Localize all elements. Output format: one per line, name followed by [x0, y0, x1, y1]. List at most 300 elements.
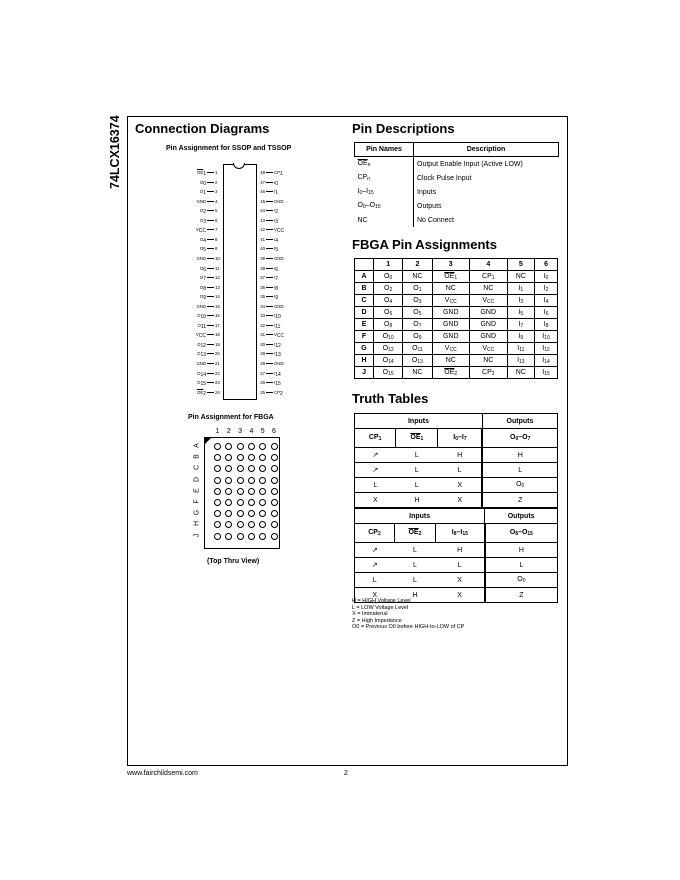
fbga-row-label: J: [193, 533, 201, 537]
fbga-ball: [237, 521, 244, 528]
ssop-pin-left: [192, 254, 223, 263]
ssop-pin-left: [192, 244, 223, 253]
fbga-ball: [271, 521, 278, 528]
pin-lead: [207, 220, 214, 221]
truth-tables-title: Truth Tables: [352, 391, 429, 406]
pin-number: 3: [215, 189, 218, 195]
pin-lead: [207, 373, 214, 374]
fbga-ball: [271, 499, 278, 506]
pin-number: 22: [215, 370, 220, 376]
pin-name: $\overline{OE}_n$: [355, 157, 414, 172]
pin-lead: [207, 210, 214, 211]
fbga-pin-table: [354, 258, 558, 379]
pin-number: 45: [260, 198, 265, 204]
pin-name: O12: [197, 341, 206, 349]
pin-desc-row: [355, 171, 559, 185]
pin-description: No Connect: [417, 216, 454, 224]
pin-number: 12: [215, 275, 220, 281]
ssop-pin-right: [257, 330, 290, 339]
fbga-ball: [271, 454, 278, 461]
fbga-col-label: 3: [238, 428, 243, 435]
ssop-pin-right: [257, 216, 290, 225]
fbga-row-label: G: [193, 509, 201, 516]
pin-number: 48: [260, 170, 265, 175]
fbga-cell: GND: [432, 331, 470, 343]
fbga-row-label: B: [193, 454, 201, 460]
pin-name: I5: [274, 246, 278, 254]
truth-cell: X: [438, 478, 482, 493]
fbga-cell: $I_{12}$: [535, 343, 558, 355]
pin-lead: [207, 172, 214, 173]
fbga-cell: $O_2$: [374, 283, 403, 295]
truth-cell: H: [482, 448, 557, 463]
fbga-cell: $\overline{OE}_2$: [432, 367, 470, 379]
pin-name: GND: [274, 198, 284, 204]
fbga-table-header: [355, 259, 374, 271]
fbga-cell: J: [355, 367, 374, 379]
truth-header: $I_8-I_{15}$: [435, 524, 484, 543]
fbga-row-label: F: [193, 499, 201, 504]
ssop-pin-right: [257, 254, 290, 263]
ssop-package: [223, 164, 257, 400]
pin-lead: [207, 315, 214, 316]
pin-number: 19: [215, 341, 220, 347]
pin-number: 25: [260, 389, 265, 395]
pin-lead: [207, 248, 214, 249]
pin-lead: [207, 277, 214, 278]
pin-lead: [207, 191, 214, 192]
fbga-ball: [214, 499, 221, 506]
pin-number: 6: [215, 217, 218, 223]
pin-lead: [266, 258, 273, 259]
truth-cell: $O_0$: [485, 573, 558, 588]
fbga-cell: NC: [432, 283, 470, 295]
fbga-cell: GND: [432, 307, 470, 319]
pin-lead: [266, 248, 273, 249]
fbga-cell: F: [355, 331, 374, 343]
pin-number: 17: [215, 322, 220, 328]
pin-descriptions-table: [354, 142, 559, 227]
ssop-pin-right: [257, 388, 290, 397]
fbga-cell: $I_{11}$: [507, 343, 535, 355]
truth-table-notes: [352, 598, 464, 631]
ssop-pin-right: [257, 283, 290, 292]
fbga-row-label: H: [193, 521, 201, 527]
fbga-cell: $O_1$: [403, 283, 432, 295]
truth-cell: Z: [485, 588, 558, 603]
pin-name: CP1: [274, 170, 283, 177]
pin-name: NC: [355, 213, 414, 227]
fbga-cell: $O_3$: [403, 295, 432, 307]
fbga-ball: [271, 477, 278, 484]
fbga-cell: $O_{11}$: [403, 343, 432, 355]
pin-name: O9: [199, 294, 206, 302]
pin-name: I10: [274, 313, 281, 321]
ssop-pin-left: [192, 330, 223, 339]
pin-number: 35: [260, 294, 265, 300]
ssop-pin-left: [192, 235, 223, 244]
fbga-cell: $I_5$: [507, 307, 535, 319]
fbga-view-caption: (Top Thru View): [207, 558, 260, 565]
pin-number: 41: [260, 236, 265, 242]
pin-lead: [266, 315, 273, 316]
fbga-cell: $I_7$: [507, 319, 535, 331]
pin-name: O7: [199, 275, 206, 283]
pin-description: Inputs: [417, 188, 437, 196]
pin-lead: [207, 287, 214, 288]
fbga-cell: $CP_1$: [470, 271, 508, 283]
fbga-ball: [225, 477, 232, 484]
fbga-cell: $O_{12}$: [374, 343, 403, 355]
ssop-pin-left: [192, 340, 223, 349]
pin-name: I9: [274, 294, 278, 302]
truth-table-1: [354, 413, 558, 508]
pin-name: I0: [274, 179, 278, 187]
fbga-cell: E: [355, 319, 374, 331]
ssop-pin-left: [192, 178, 223, 187]
pin-lead: [266, 306, 273, 307]
fbga-cell: $\overline{OE}_1$: [432, 271, 470, 283]
pin-name: O4: [199, 236, 206, 244]
truth-cell: L: [438, 463, 482, 478]
fbga-ball: [237, 454, 244, 461]
fbga-cell: $V_{CC}$: [470, 343, 508, 355]
fbga-cell: G: [355, 343, 374, 355]
truth-cell: L: [395, 573, 436, 588]
fbga-table-row: [355, 367, 558, 379]
fbga-table-row: [355, 295, 558, 307]
pin-name: I1: [274, 189, 278, 197]
fbga-caption: Pin Assignment for FBGA: [188, 414, 274, 421]
pin-number: 28: [260, 361, 265, 366]
pin-lead: [207, 268, 214, 269]
note: X = Immaterial: [352, 611, 388, 617]
pin-lead: [266, 277, 273, 278]
pin-desc-row: [355, 185, 559, 199]
pin-name: $I_0-I_{15}$: [355, 185, 414, 199]
pin-number: 2: [215, 179, 218, 185]
fbga-row-label: C: [193, 465, 201, 471]
pin-lead: [266, 353, 273, 354]
fbga-ball: [237, 499, 244, 506]
truth-cell: H: [435, 543, 484, 558]
ssop-pin-right: [257, 264, 290, 273]
ssop-pin-right: [257, 359, 290, 368]
ssop-pin-right: [257, 369, 290, 378]
pin-lead: [266, 363, 273, 364]
ssop-caption: Pin Assignment for SSOP and TSSOP: [166, 145, 292, 152]
truth-table-2: [354, 508, 558, 603]
pin-lead: [207, 296, 214, 297]
pin-name: VCC: [274, 332, 285, 340]
fbga-cell: $I_9$: [507, 331, 535, 343]
truth-cell: H: [395, 588, 436, 603]
pin-name: $\overline{OE}1$: [197, 170, 206, 177]
fbga-pin-assignments-title: FBGA Pin Assignments: [352, 237, 497, 252]
pin-lead: [207, 306, 214, 307]
ssop-pin-left: [192, 273, 223, 282]
fbga-cell: GND: [432, 319, 470, 331]
truth-cell: X: [355, 588, 395, 603]
fbga-cell: $I_{13}$: [507, 355, 535, 367]
pin-number: 42: [260, 227, 265, 233]
pin-number: 24: [215, 389, 220, 395]
pin-name: GND: [274, 303, 284, 309]
note: O0 = Previous O0 before HIGH-to-LOW of CP: [352, 624, 465, 630]
pin-number: 16: [215, 313, 220, 319]
fbga-table-row: [355, 331, 558, 343]
ssop-pin-right: [257, 225, 290, 234]
pin-name: I7: [274, 275, 278, 283]
fbga-cell: NC: [403, 367, 432, 379]
pin-name: I11: [274, 322, 281, 330]
pin-name: O0: [199, 179, 206, 187]
pin-number: 44: [260, 208, 265, 214]
ssop-pin-right: [257, 321, 290, 330]
pin-lead: [266, 210, 273, 211]
fbga-ball: [259, 533, 266, 540]
ssop-pin-right: [257, 273, 290, 282]
fbga-table-header: 3: [432, 259, 470, 271]
truth-cell: ↗: [355, 558, 395, 573]
pin-lead: [266, 344, 273, 345]
fbga-ball: [237, 465, 244, 472]
pin-lead: [266, 191, 273, 192]
fbga-row-label: A: [193, 443, 201, 448]
fbga-table-row: [355, 307, 558, 319]
truth-cell: ↗: [355, 463, 396, 478]
fbga-ball: [271, 510, 278, 517]
truth-cell: H: [485, 543, 558, 558]
pin-name: I15: [274, 380, 281, 388]
truth-header: $\overline{OE}_1$: [396, 429, 438, 448]
fbga-cell: $I_2$: [535, 283, 558, 295]
pin-number: 46: [260, 189, 265, 195]
pin-lead: [266, 182, 273, 183]
fbga-cell: $O_8$: [374, 319, 403, 331]
ssop-pin-left: [192, 264, 223, 273]
pin-number: 34: [260, 303, 265, 309]
fbga-col-label: 2: [226, 428, 231, 435]
pin-number: 40: [260, 246, 265, 252]
pin-name: O1: [199, 189, 206, 197]
page-number: 2: [344, 770, 348, 777]
pin-lead: [266, 325, 273, 326]
fbga-col-label: 4: [249, 428, 254, 435]
truth-cell: ↗: [355, 448, 396, 463]
truth-header: $\overline{OE}_2$: [395, 524, 436, 543]
truth-cell: Z: [482, 493, 557, 508]
ssop-pin-left: [192, 216, 223, 225]
fbga-ball: [248, 443, 255, 450]
pin-number: 8: [215, 236, 218, 242]
fbga-row-label: D: [193, 476, 201, 482]
fbga-ball: [214, 477, 221, 484]
outputs-group-header: Outputs: [482, 414, 557, 429]
pin-name: $CP_n$: [355, 171, 414, 185]
pin-number: 1: [215, 170, 218, 175]
truth-header: $CP_2$: [355, 524, 395, 543]
pin-lead: [207, 392, 214, 393]
ssop-pin-right: [257, 311, 290, 320]
fbga-cell: H: [355, 355, 374, 367]
ssop-pin-left: [192, 187, 223, 196]
fbga-cell: NC: [403, 271, 432, 283]
fbga-ball: [237, 488, 244, 495]
truth-header: $O_8-O_{15}$: [485, 524, 558, 543]
pin-number: 27: [260, 370, 265, 376]
fbga-cell: $I_{15}$: [535, 367, 558, 379]
truth-row: [355, 573, 558, 588]
truth-cell: X: [438, 493, 482, 508]
ssop-pin-right: [257, 178, 290, 187]
pin-name: GND: [196, 361, 206, 366]
pin-number: 9: [215, 246, 218, 252]
truth-row: [355, 543, 558, 558]
fbga-ball: [237, 443, 244, 450]
fbga-cell: $O_{13}$: [403, 355, 432, 367]
fbga-ball: [271, 443, 278, 450]
fbga-cell: $I_0$: [535, 271, 558, 283]
truth-cell: L: [355, 573, 395, 588]
note: Z = High Impedance: [352, 617, 402, 624]
pin-lead: [207, 325, 214, 326]
pin-number: 29: [260, 351, 265, 357]
pin-name: VCC: [274, 227, 285, 235]
pin-lead: [207, 344, 214, 345]
pin-name: CP2: [274, 389, 283, 397]
fbga-cell: $I_{10}$: [535, 331, 558, 343]
truth-cell: L: [435, 558, 484, 573]
pin-number: 18: [215, 332, 220, 338]
fbga-cell: $I_8$: [535, 319, 558, 331]
pin-name: O15: [197, 380, 206, 388]
truth-header: $O_0-O_7$: [482, 429, 557, 448]
fbga-table-header: 2: [403, 259, 432, 271]
ssop-pin-right: [257, 340, 290, 349]
pin-name: O6: [199, 265, 206, 273]
ssop-pin-left: [192, 359, 223, 368]
fbga-cell: $O_{14}$: [374, 355, 403, 367]
fbga-cell: $O_{10}$: [374, 331, 403, 343]
fbga-ball: [259, 477, 266, 484]
fbga-table-header: 6: [535, 259, 558, 271]
pin-lead: [266, 229, 273, 230]
pin-lead: [266, 268, 273, 269]
fbga-ball: [214, 533, 221, 540]
pin-number: 47: [260, 179, 265, 185]
truth-header: $CP_1$: [355, 429, 396, 448]
pin-number: 4: [215, 198, 218, 204]
pin-desc-row: [355, 157, 559, 172]
pin-lead: [266, 201, 273, 202]
pin-lead: [266, 334, 273, 335]
pin-description: Clock Pulse Input: [417, 174, 472, 182]
pin-number: 32: [260, 322, 265, 328]
ssop-pin-right: [257, 302, 290, 311]
pin-number: 43: [260, 217, 265, 223]
pin-name: $\overline{OE}2$: [197, 389, 206, 397]
pin-number: 26: [260, 380, 265, 386]
truth-row: [355, 463, 558, 478]
ssop-pin-right: [257, 168, 290, 177]
pin-number: 13: [215, 284, 220, 290]
truth-cell: X: [355, 493, 396, 508]
pin-number: 30: [260, 341, 265, 347]
inputs-group-header: Inputs: [355, 509, 485, 524]
fbga-row-label: E: [193, 487, 201, 493]
pin-number: 10: [215, 255, 220, 261]
ssop-pin-left: [192, 369, 223, 378]
truth-cell: H: [396, 493, 438, 508]
pin-name: VCC: [195, 332, 206, 340]
fbga-cell: $O_6$: [374, 307, 403, 319]
pin-lead: [266, 220, 273, 221]
truth-cell: L: [395, 543, 436, 558]
fbga-ball: [248, 477, 255, 484]
pin-number: 39: [260, 255, 265, 261]
truth-row: [355, 448, 558, 463]
header-description: Description: [414, 143, 559, 157]
pin-description: Output Enable Input (Active LOW): [417, 160, 523, 168]
pin-number: 20: [215, 351, 220, 357]
truth-cell: H: [438, 448, 482, 463]
fbga-ball: [271, 533, 278, 540]
fbga-cell: GND: [470, 331, 508, 343]
fbga-ball: [225, 533, 232, 540]
pin-name: O8: [199, 284, 206, 292]
truth-row: [355, 558, 558, 573]
header-pin-names: Pin Names: [355, 143, 414, 157]
fbga-cell: $I_6$: [535, 307, 558, 319]
pin-name: O2: [199, 208, 206, 216]
pin-lead: [207, 382, 214, 383]
ssop-pin-left: [192, 378, 223, 387]
fbga-cell: $V_{CC}$: [432, 295, 470, 307]
outputs-group-header: Outputs: [485, 509, 558, 524]
ssop-pin-left: [192, 311, 223, 320]
side-part-number: [103, 116, 127, 192]
fbga-cell: NC: [507, 367, 535, 379]
pin-name: O3: [199, 217, 206, 225]
pin-lead: [207, 353, 214, 354]
truth-row: [355, 478, 558, 493]
fbga-ball: [248, 499, 255, 506]
pin-lead: [266, 239, 273, 240]
ssop-pin-left: [192, 321, 223, 330]
pin-number: 36: [260, 284, 265, 290]
pin-lead: [207, 182, 214, 183]
pin-lead: [207, 229, 214, 230]
fbga-cell: $O_0$: [374, 271, 403, 283]
truth-cell: L: [395, 558, 436, 573]
ssop-pin-left: [192, 349, 223, 358]
truth-cell: ↗: [355, 543, 395, 558]
truth-cell: $O_0$: [482, 478, 557, 493]
fbga-table-header: 4: [470, 259, 508, 271]
fbga-cell: NC: [507, 271, 535, 283]
fbga-col-label: 1: [215, 428, 220, 435]
fbga-ball: [259, 488, 266, 495]
pin-lead: [266, 382, 273, 383]
pin-lead: [266, 172, 273, 173]
footer-url[interactable]: www.fairchildsemi.com: [127, 770, 198, 777]
fbga-cell: $O_7$: [403, 319, 432, 331]
connection-diagrams-title: Connection Diagrams: [135, 121, 270, 136]
ssop-pin-right: [257, 378, 290, 387]
pin-name: GND: [274, 361, 284, 366]
pin-name: GND: [196, 303, 206, 309]
